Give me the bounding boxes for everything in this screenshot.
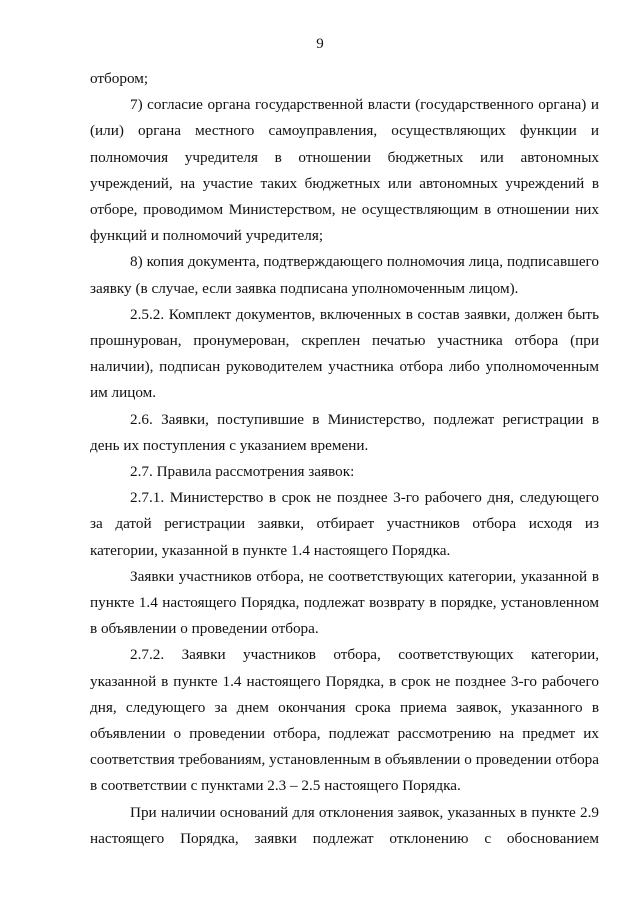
paragraph-2-7-1: 2.7.1. Министерство в срок не позднее 3-го рабочего дня, следующего за датой регистрации заявки, отбирает участников отбора исходя из категории, указанной в пункте 1.4 настоящего Порядка. — [90, 489, 599, 559]
paragraph-2-7-2: 2.7.2. Заявки участников отбора, соответствующих категории, указанной в пункте 1.4 настоящего Порядка, в срок не позднее 3-го рабочего дня, следующего за днем окончания срока приема заявок, указанного в объявлении о проведении отбора, подлежат рассмотрению на предмет их соответствия требованиям, установленным в объявлении о проведении отбора в соответствии с пунктами 2.3 – 2.5 настоящего Порядка. — [90, 646, 599, 795]
paragraph-item-7: 7) согласие органа государственной власти (государственного органа) и (или) органа местного самоуправления, осуществляющих функции и полномочия учредителя в отношении бюджетных или автономных учреждений, на участие таких бюджетных или автономных учреждений в отборе, проводимом Министерством, не осуществляющим в отношении них функций и полномочий учредителя; — [90, 96, 599, 245]
paragraph-2-7: 2.7. Правила рассмотрения заявок: — [130, 463, 355, 481]
paragraph-item-8: 8) копия документа, подтверждающего полномочия лица, подписавшего заявку (в случае, если заявка подписана уполномоченным лицом). — [90, 253, 599, 297]
document-body — [90, 66, 599, 852]
paragraph-2-6: 2.6. Заявки, поступившие в Министерство, подлежат регистрации в день их поступления с указанием времени. — [90, 410, 599, 454]
paragraph-rejection-grounds: При наличии оснований для отклонения заявок, указанных в пункте 2.9 настоящего Порядка, заявки подлежат отклонению с обоснованием — [90, 803, 599, 847]
paragraph-2-5-2: 2.5.2. Комплект документов, включенных в состав заявки, должен быть прошнурован, пронумерован, скреплен печатью участника отбора (при наличии), подписан руководителем участника отбора либо уполномоченным им лицом. — [90, 305, 599, 402]
paragraph-continuation: отбором; — [90, 70, 149, 87]
paragraph-return-applications: Заявки участников отбора, не соответствующих категории, указанной в пункте 1.4 настоящего Порядка, подлежат возврату в порядке, установленном в объявлении о проведении отбора. — [90, 567, 599, 638]
page-number: 9 — [316, 36, 324, 52]
